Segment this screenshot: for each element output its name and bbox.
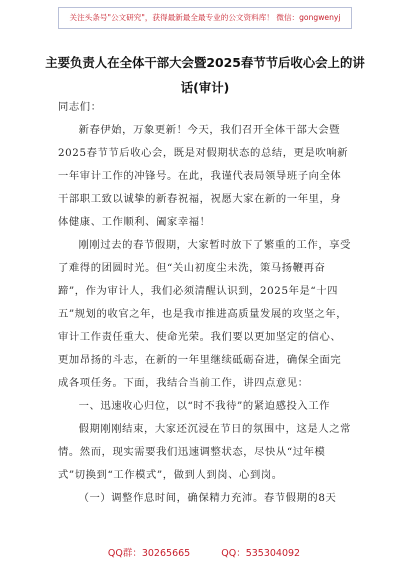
paragraph: 刚刚过去的春节假期，大家暂时放下了繁重的工作，享受了难得的团圆时光。但“关山初度尘未洗，策马扬鞭再奋蹄”，作为审计人，我们必须清醒认识到，2025年是“十四五”规划的收官之年，也是我市推进高质量发展的攻坚之年，审计工作责任重大、使命光荣。我们要以更加坚定的信心、更加昂扬的斗志，在新的一年里继续砥砺奋进，确保全面完成各项任务。下面，我结合当前工作，讲四点意见： xyxy=(58,239,352,389)
qq-group-link[interactable]: QQ群：30265665 xyxy=(107,548,191,559)
paragraph: 假期刚刚结束，大家还沉浸在节日的氛围中，这是人之常情。然而，现实需要我们迅速调整状态，尽快从“过年模式”切换到“工作模式”，做到人到岗、心到岗。 xyxy=(58,423,352,481)
qq-contact-link[interactable]: QQ：535304092 xyxy=(221,548,301,559)
document-title: 主要负责人在全体干部大会暨2025春节节后收心会上的讲话(审计) xyxy=(45,55,365,95)
greeting: 同志们： xyxy=(58,101,102,113)
subsection-heading: （一）调整作息时间，确保精力充沛。春节假期的8天 xyxy=(78,492,337,504)
contact-footer xyxy=(0,542,408,566)
promo-banner[interactable]: 关注头条号"公文研究"，获得最新最全最专业的公文资料库！ 微信：gongwenyj xyxy=(58,7,352,29)
document-body xyxy=(58,96,352,510)
paragraph: 新春伊始，万象更新！今天，我们召开全体干部大会暨2025春节节后收心会，既是对假期状态的总结，更是吹响新一年审计工作的冲锋号。在此，我谨代表局领导班子向全体干部职工致以诚挚的新春祝福，祝愿大家在新的一年里，身体健康、工作顺利、阖家幸福！ xyxy=(58,124,349,228)
section-heading: 一、迅速收心归位，以“时不我待”的紧迫感投入工作 xyxy=(78,400,331,412)
